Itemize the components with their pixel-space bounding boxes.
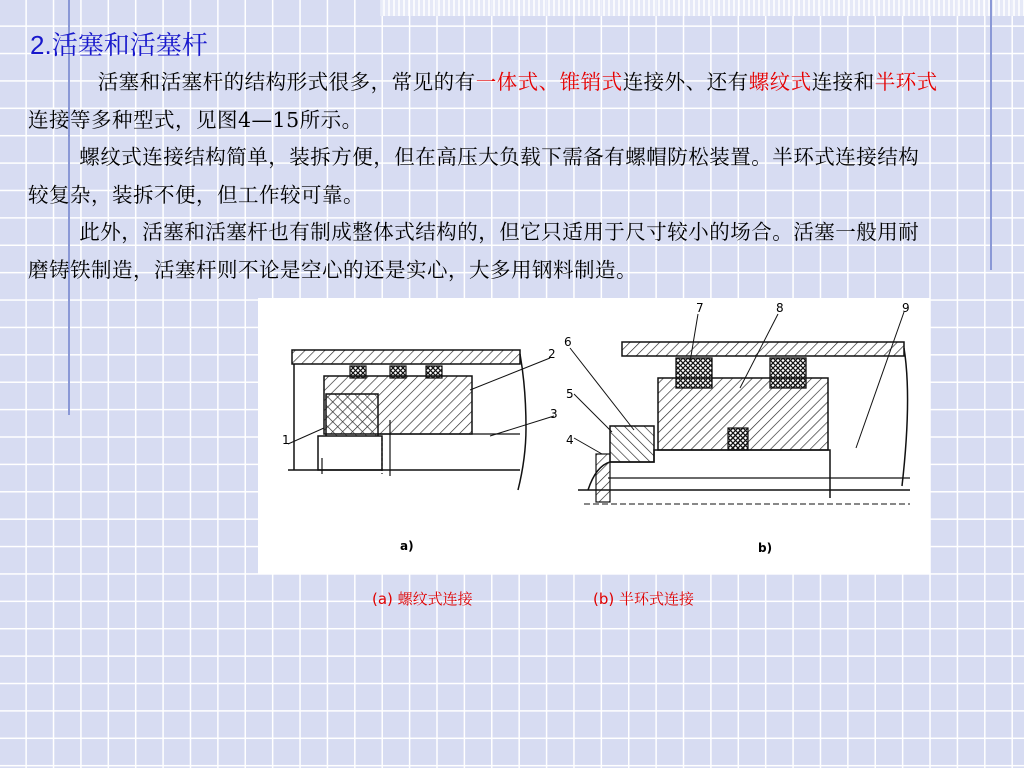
section-number: 2. bbox=[30, 30, 52, 60]
body-text bbox=[28, 64, 938, 289]
paragraph-1 bbox=[28, 64, 938, 139]
p1-highlight-1: 一体式、锥销式 bbox=[475, 70, 623, 94]
label-8: 8 bbox=[776, 301, 784, 315]
label-3: 3 bbox=[550, 407, 558, 421]
sublabel-b: b) bbox=[758, 541, 773, 555]
piston-connection-drawing bbox=[258, 298, 930, 574]
caption-a: (a) 螺纹式连接 bbox=[372, 590, 473, 608]
figure-panel bbox=[258, 298, 930, 574]
caption-b: (b) 半环式连接 bbox=[593, 590, 694, 608]
cylinder-wall-a bbox=[292, 350, 520, 364]
drawing-b bbox=[564, 301, 910, 555]
label-9: 9 bbox=[902, 301, 910, 315]
p1-highlight-3: 半环式 bbox=[874, 70, 938, 94]
label-6: 6 bbox=[564, 335, 572, 349]
drawing-a bbox=[282, 347, 558, 553]
right-decorative-line bbox=[990, 0, 992, 270]
section-title bbox=[30, 25, 208, 62]
sublabel-a: a) bbox=[400, 539, 414, 553]
label-4: 4 bbox=[566, 433, 574, 447]
paragraph-2: 螺纹式连接结构简单，装拆方便，但在高压大负载下需备有螺帽防松装置。半环式连接结构较复杂，装拆不便，但工作较可靠。 bbox=[28, 145, 920, 207]
label-7: 7 bbox=[696, 301, 704, 315]
top-decorative-band bbox=[380, 0, 1024, 16]
p1-text-3: 连接和 bbox=[811, 70, 875, 94]
p1-text-4: 连接等多种型式，见图4—15所示。 bbox=[28, 107, 363, 132]
p1-text-2: 连接外、还有 bbox=[622, 70, 749, 94]
section-title-text: 活塞和活塞杆 bbox=[51, 31, 208, 61]
label-2: 2 bbox=[548, 347, 556, 361]
p1-text-1: 活塞和活塞杆的结构形式很多，常见的有 bbox=[97, 70, 476, 94]
p1-highlight-2: 螺纹式 bbox=[748, 70, 812, 94]
label-1: 1 bbox=[282, 433, 290, 447]
half-ring-b bbox=[610, 426, 654, 462]
nut-a bbox=[326, 394, 378, 438]
label-5: 5 bbox=[566, 387, 574, 401]
paragraph-3: 此外，活塞和活塞杆也有制成整体式结构的，但它只适用于尺寸较小的场合。活塞一般用耐磨铸铁制造，活塞杆则不论是空心的还是实心，大多用钢料制造。 bbox=[28, 220, 920, 282]
